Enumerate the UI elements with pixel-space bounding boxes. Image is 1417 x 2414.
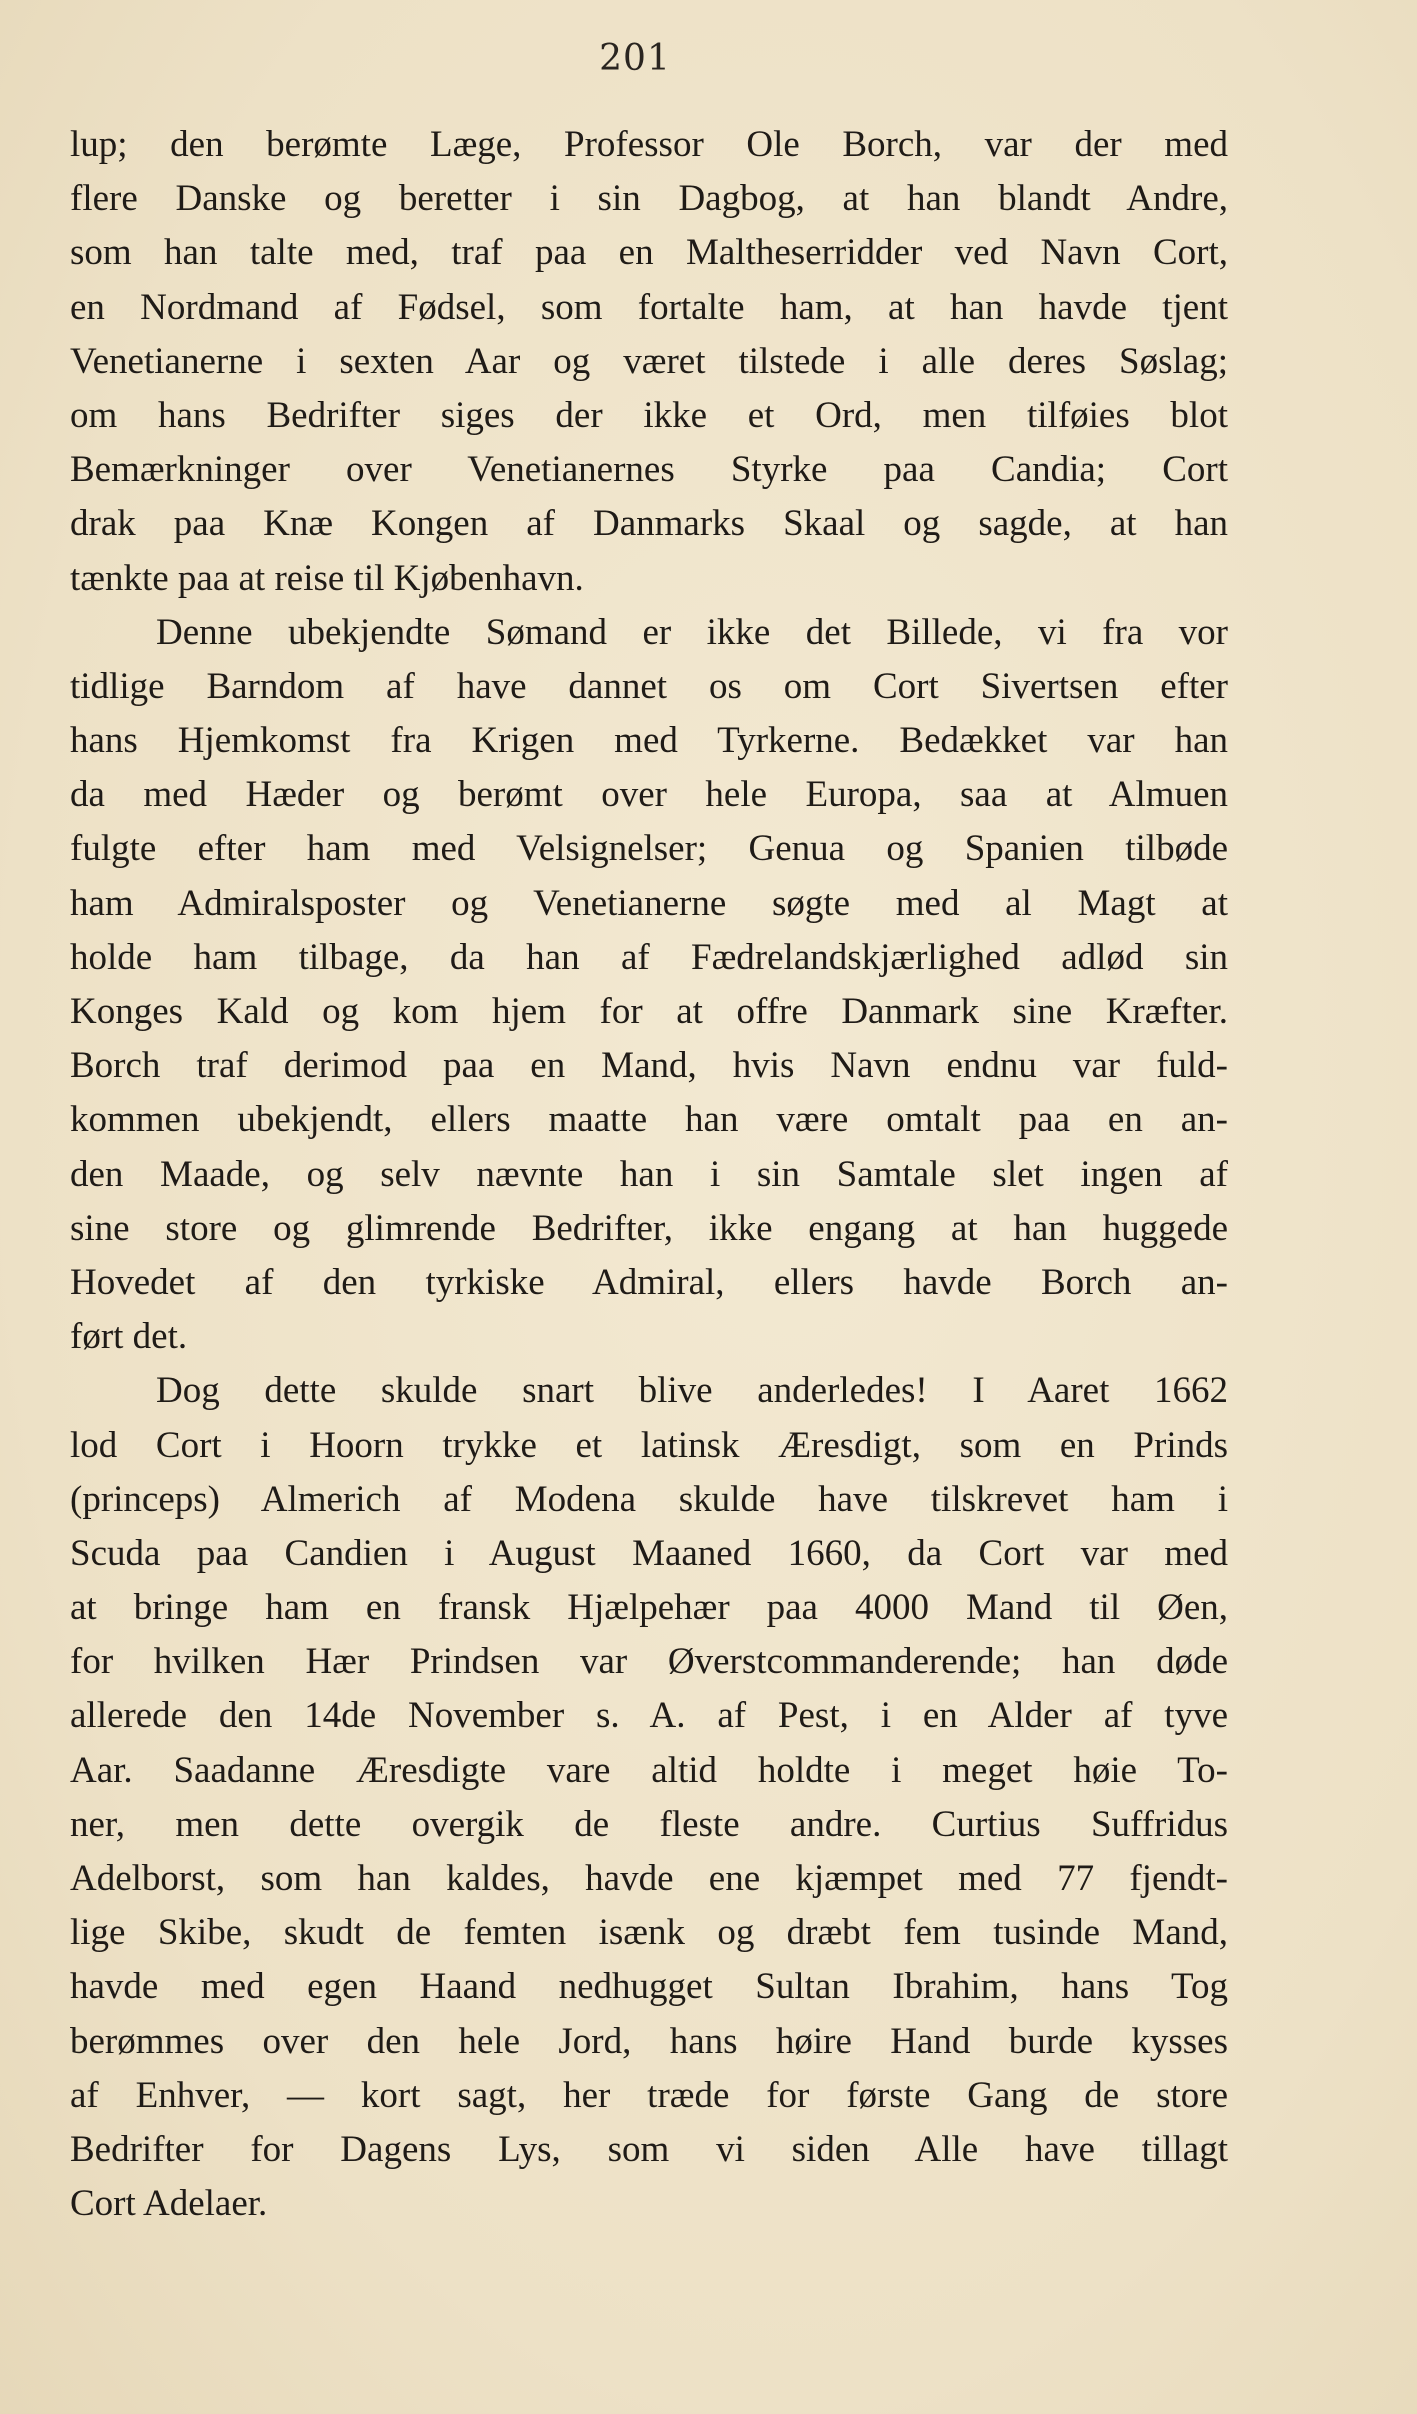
text-line: Denne ubekjendte Sømand er ikke det Billede, vi fra vor <box>156 611 1228 653</box>
text-line: Borch traf derimod paa en Mand, hvis Navn endnu var fuld- <box>70 1045 1228 1087</box>
text-line: da med Hæder og berømt over hele Europa, saa at Almuen <box>70 774 1228 816</box>
text-line: Scuda paa Candien i August Maaned 1660, da Cort var med <box>70 1532 1228 1574</box>
text-line: drak paa Knæ Kongen af Danmarks Skaal og sagde, at han <box>70 503 1228 545</box>
text-line: at bringe ham en fransk Hjælpehær paa 4000 Mand til Øen, <box>70 1587 1228 1629</box>
text-line: Venetianerne i sexten Aar og været tilstede i alle deres Søslag; <box>70 340 1228 382</box>
text-line: Dog dette skulde snart blive anderledes! I Aaret 1662 <box>156 1370 1228 1412</box>
text-line: Bemærkninger over Venetianernes Styrke paa Candia; Cort <box>70 449 1228 491</box>
text-line: ner, men dette overgik de fleste andre. Curtius Suffridus <box>70 1803 1228 1845</box>
text-line: lod Cort i Hoorn trykke et latinsk Æresdigt, som en Prinds <box>70 1424 1228 1466</box>
text-line: kommen ubekjendt, ellers maatte han være omtalt paa en an- <box>70 1099 1228 1141</box>
text-line: havde med egen Haand nedhugget Sultan Ibrahim, hans Tog <box>70 1966 1228 2008</box>
text-line: ført det. <box>70 1316 188 1358</box>
text-line: ham Admiralsposter og Venetianerne søgte med al Magt at <box>70 882 1228 924</box>
text-line: tidlige Barndom af have dannet os om Cort Sivertsen efter <box>70 665 1228 707</box>
page-number: 201 <box>599 38 671 79</box>
text-line: af Enhver, — kort sagt, her træde for første Gang de store <box>70 2074 1228 2116</box>
text-line: fulgte efter ham med Velsignelser; Genua og Spanien tilbøde <box>70 828 1228 870</box>
text-line: hans Hjemkomst fra Krigen med Tyrkerne. Bedækket var han <box>70 720 1228 762</box>
text-line: tænkte paa at reise til Kjøbenhavn. <box>70 557 584 599</box>
text-line: holde ham tilbage, da han af Fædrelandskjærlighed adlød sin <box>70 936 1228 978</box>
text-line: Aar. Saadanne Æresdigte vare altid holdte i meget høie To- <box>70 1749 1228 1791</box>
body-text <box>70 118 1228 2231</box>
text-line: Cort Adelaer. <box>70 2183 268 2225</box>
text-line: som han talte med, traf paa en Maltheserridder ved Navn Cort, <box>70 232 1228 274</box>
text-line: Adelborst, som han kaldes, havde ene kjæmpet med 77 fjendt- <box>70 1858 1228 1899</box>
text-line: for hvilken Hær Prindsen var Øverstcommanderende; han døde <box>70 1641 1228 1683</box>
text-line: (princeps) Almerich af Modena skulde have tilskrevet ham i <box>70 1478 1228 1520</box>
text-line: lige Skibe, skudt de femten isænk og dræbt fem tusinde Mand, <box>70 1912 1228 1954</box>
text-line: Bedrifter for Dagens Lys, som vi siden Alle have tillagt <box>70 2128 1228 2170</box>
text-line: berømmes over den hele Jord, hans høire Hand burde kysses <box>70 2020 1228 2062</box>
text-line: lup; den berømte Læge, Professor Ole Borch, var der med <box>70 124 1228 165</box>
text-line: flere Danske og beretter i sin Dagbog, at han blandt Andre, <box>70 178 1228 220</box>
text-line: den Maade, og selv nævnte han i sin Samtale slet ingen af <box>70 1153 1228 1195</box>
text-line: om hans Bedrifter siges der ikke et Ord, men tilføies blot <box>70 394 1228 436</box>
text-line: allerede den 14de November s. A. af Pest, i en Alder af tyve <box>70 1695 1228 1737</box>
text-line: sine store og glimrende Bedrifter, ikke engang at han huggede <box>70 1207 1228 1249</box>
text-line: en Nordmand af Fødsel, som fortalte ham, at han havde tjent <box>70 286 1228 328</box>
text-line: Hovedet af den tyrkiske Admiral, ellers havde Borch an- <box>70 1261 1228 1303</box>
text-line: Konges Kald og kom hjem for at offre Danmark sine Kræfter. <box>70 991 1228 1032</box>
